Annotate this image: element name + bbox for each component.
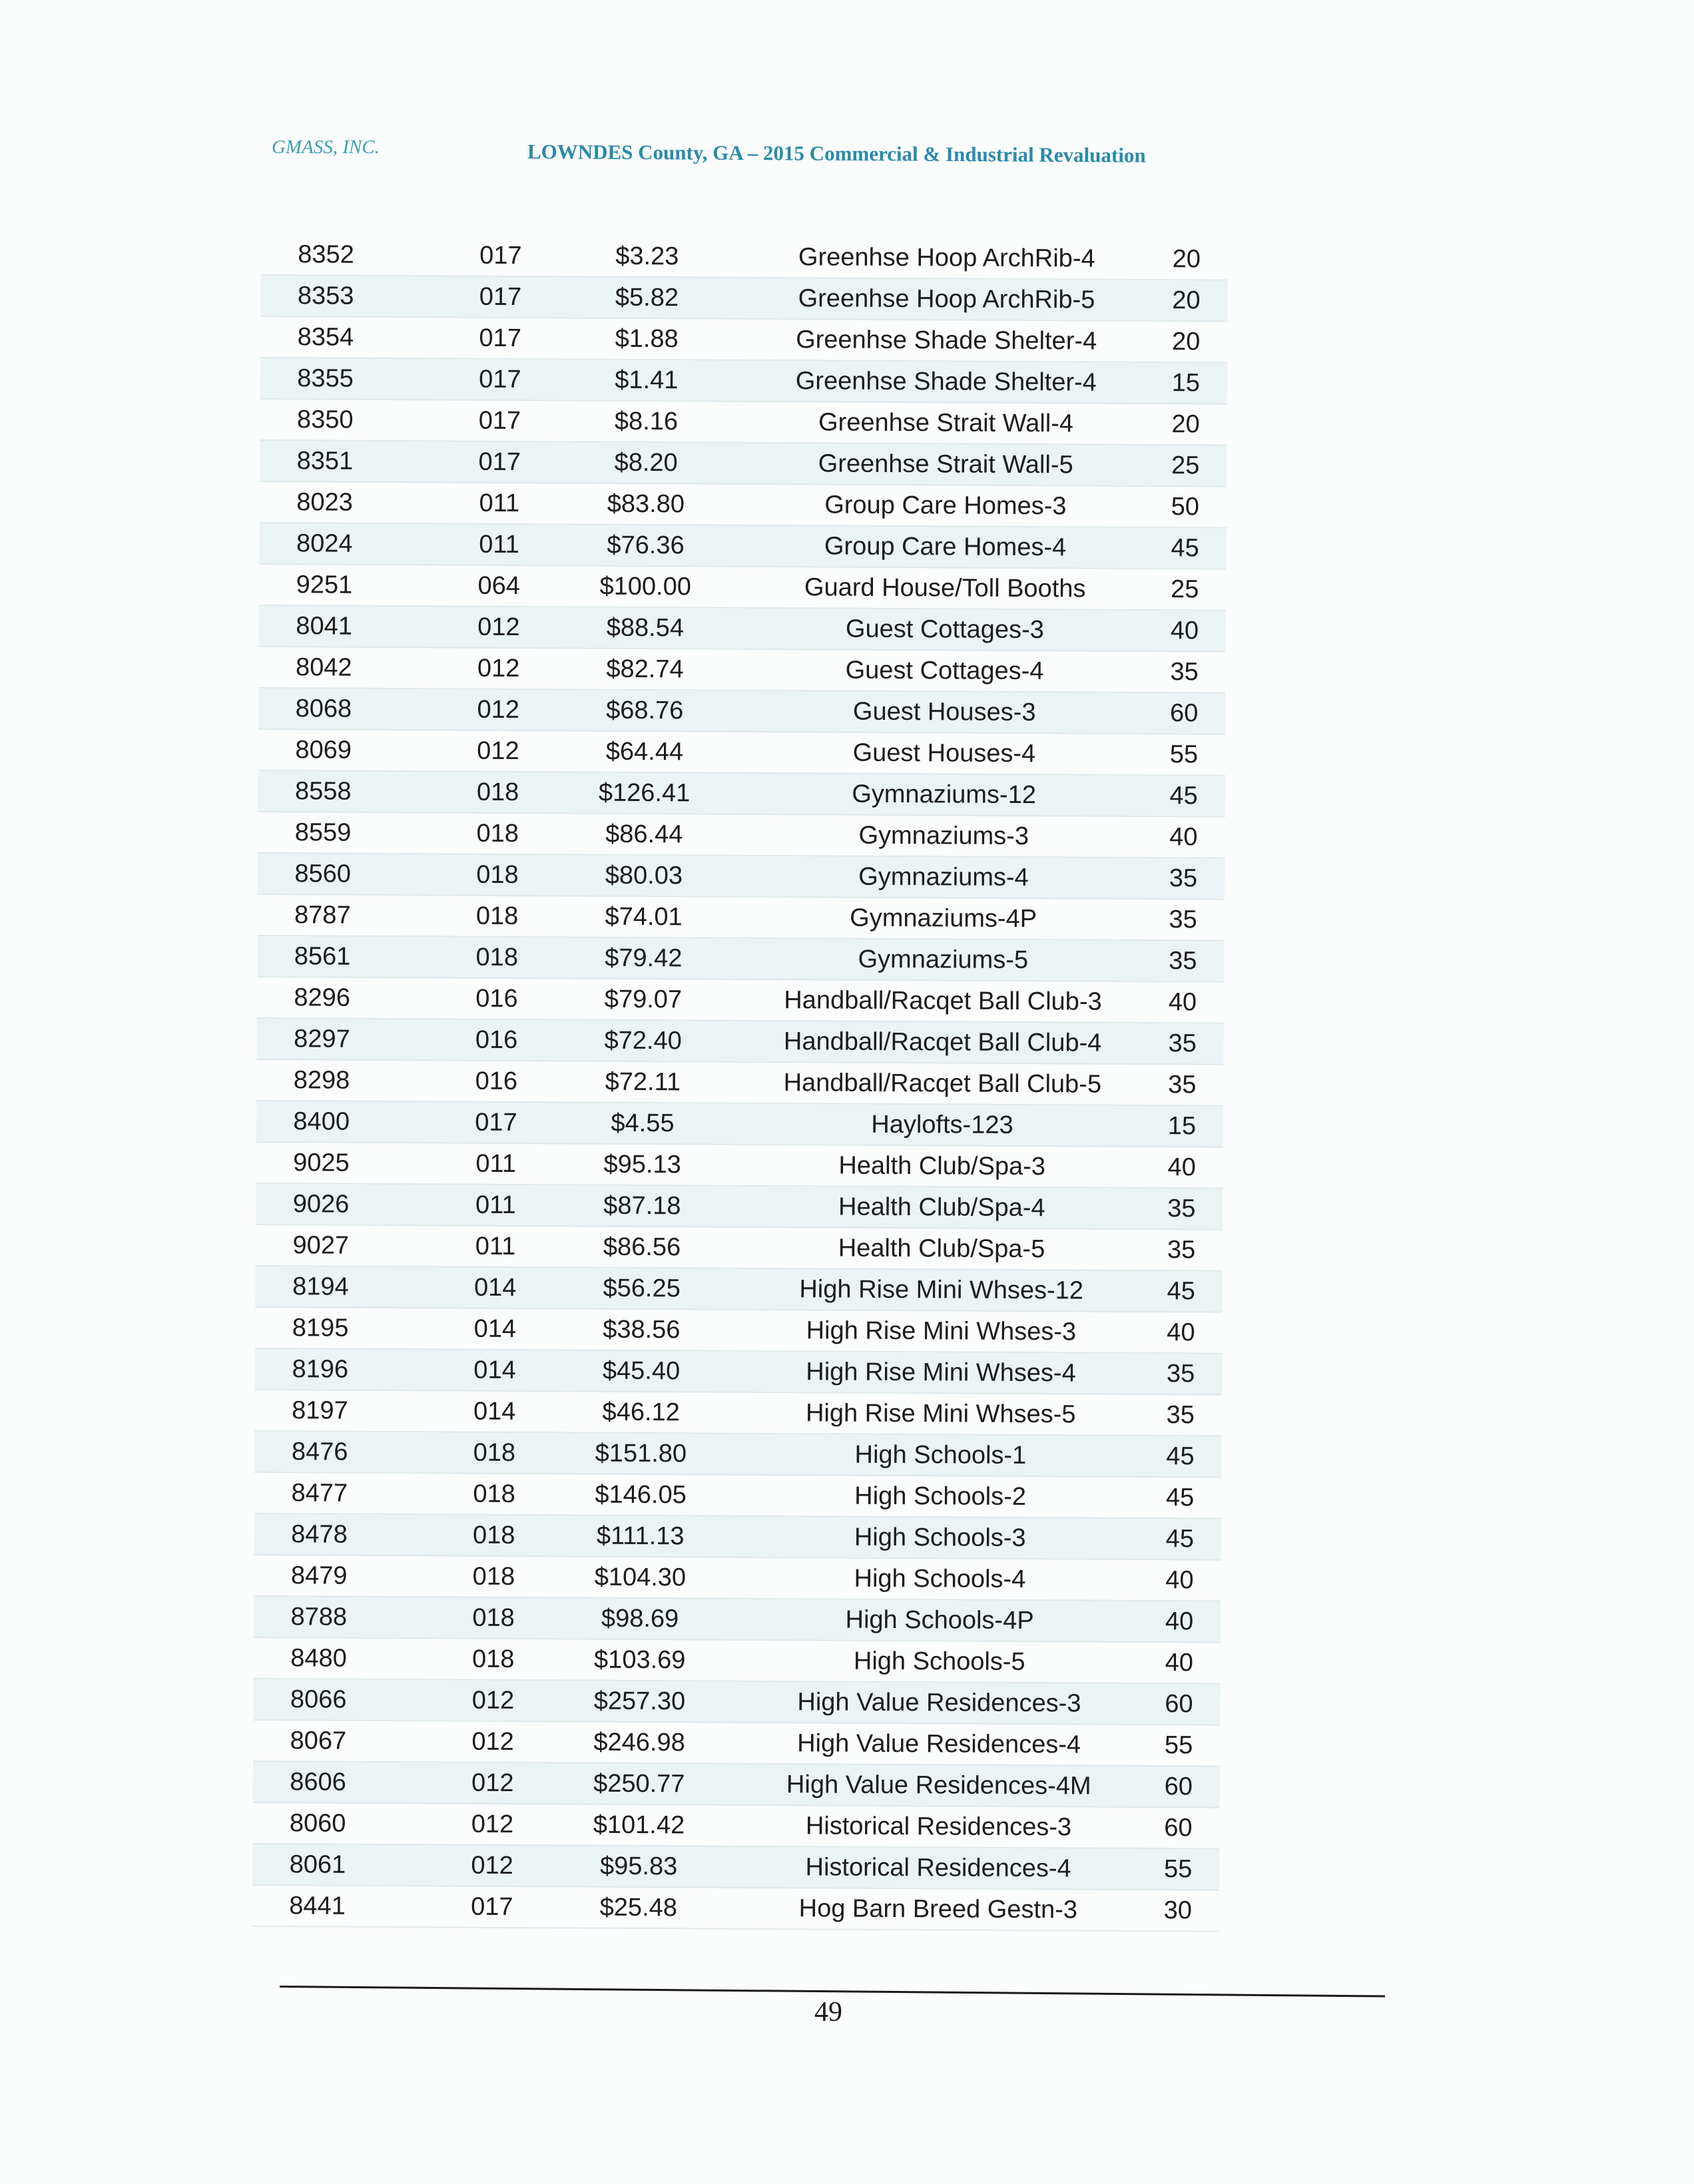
table-row [258, 854, 1225, 900]
cell-cost: $80.03 [605, 861, 683, 890]
cell-code: 8298 [293, 1066, 350, 1095]
cell-life: 40 [1165, 1607, 1194, 1636]
table-row [255, 1390, 1222, 1437]
cell-description: Gymnaziums-12 [852, 780, 1037, 810]
cell-class: 064 [477, 571, 521, 601]
table-row [252, 1803, 1219, 1850]
cell-description: Gymnaziums-4P [850, 904, 1037, 934]
cell-life: 45 [1169, 782, 1198, 810]
cell-class: 017 [479, 282, 522, 312]
cell-class: 016 [475, 984, 518, 1013]
table-row [256, 1060, 1223, 1107]
cell-code: 8196 [292, 1355, 349, 1384]
cell-description: Gymnaziums-5 [858, 945, 1029, 975]
table-row [254, 1555, 1221, 1602]
cell-code: 8560 [294, 860, 352, 888]
cell-class: 017 [479, 241, 522, 270]
cell-description: High Schools-4P [845, 1605, 1034, 1635]
cell-life: 35 [1166, 1360, 1195, 1388]
cell-class: 012 [477, 613, 520, 642]
cell-class: 012 [471, 1810, 514, 1839]
cell-life: 35 [1168, 1029, 1197, 1058]
cell-cost: $104.30 [594, 1563, 687, 1592]
cell-class: 018 [472, 1521, 515, 1550]
table-row [255, 1308, 1222, 1354]
table-row [256, 1143, 1223, 1189]
table-row [258, 730, 1225, 776]
cell-cost: $4.55 [611, 1109, 675, 1138]
cell-cost: $86.56 [603, 1232, 681, 1262]
table-row [257, 1019, 1224, 1065]
cell-cost: $56.25 [603, 1274, 681, 1303]
cell-class: 018 [471, 1645, 515, 1674]
cell-description: High Schools-5 [853, 1647, 1025, 1677]
cell-code: 9025 [293, 1149, 350, 1177]
cell-description: Handball/Racqet Ball Club-3 [784, 986, 1102, 1016]
cell-description: Greenhse Hoop ArchRib-4 [798, 243, 1095, 273]
cell-description: Greenhse Shade Shelter-4 [795, 367, 1097, 397]
table-row [257, 977, 1224, 1024]
cell-class: 011 [475, 1149, 517, 1179]
cell-life: 35 [1170, 658, 1199, 686]
cell-code: 9251 [296, 571, 353, 599]
cell-cost: $1.88 [615, 324, 679, 354]
cell-description: Gymnaziums-3 [858, 821, 1029, 851]
cell-description: High Rise Mini Whses-3 [806, 1316, 1077, 1346]
cell-life: 35 [1166, 1401, 1195, 1430]
document-title: LOWNDES County, GA – 2015 Commercial & Industrial Revaluation [527, 140, 1146, 167]
cell-description: Health Club/Spa-5 [838, 1234, 1045, 1264]
cell-code: 8352 [298, 240, 354, 269]
cell-code: 8479 [290, 1561, 348, 1590]
cell-class: 014 [473, 1273, 517, 1302]
cell-class: 011 [475, 1191, 516, 1220]
cell-life: 55 [1163, 1855, 1193, 1884]
cell-class: 018 [476, 778, 519, 807]
table-row [252, 1844, 1219, 1891]
cell-life: 45 [1165, 1484, 1195, 1512]
cell-cost: $74.01 [605, 902, 683, 932]
cell-code: 8296 [294, 983, 351, 1012]
cell-code: 8480 [290, 1644, 347, 1673]
cell-description: High Value Residences-4 [797, 1729, 1081, 1759]
table-row [256, 1184, 1223, 1230]
cell-code: 8068 [295, 694, 352, 723]
cell-cost: $68.76 [606, 696, 684, 725]
cell-life: 40 [1165, 1566, 1194, 1595]
cell-cost: $83.80 [607, 489, 685, 519]
table-row [256, 1101, 1223, 1148]
table-row [258, 771, 1225, 818]
cell-description: Health Club/Spa-4 [838, 1193, 1045, 1223]
cell-description: Haylofts-123 [871, 1110, 1013, 1139]
cell-code: 8476 [291, 1438, 348, 1466]
cell-life: 40 [1170, 617, 1199, 645]
cell-life: 35 [1169, 906, 1197, 934]
cell-life: 60 [1164, 1773, 1193, 1801]
cell-life: 25 [1170, 575, 1199, 604]
cell-life: 20 [1171, 328, 1201, 356]
cell-life: 25 [1171, 451, 1200, 480]
cell-cost: $1.41 [615, 366, 679, 395]
cell-code: 8197 [292, 1396, 348, 1425]
table-row [253, 1679, 1220, 1726]
cell-life: 40 [1165, 1649, 1194, 1677]
cell-class: 012 [477, 654, 520, 683]
cell-class: 017 [471, 1892, 513, 1922]
cell-life: 40 [1169, 823, 1198, 852]
cell-life: 40 [1167, 1153, 1196, 1182]
cell-class: 018 [475, 902, 519, 931]
cell-cost: $98.69 [601, 1604, 679, 1633]
table-row [260, 482, 1227, 529]
cell-description: High Schools-2 [854, 1482, 1027, 1511]
cell-life: 20 [1172, 245, 1201, 274]
cell-cost: $72.40 [604, 1026, 682, 1055]
cell-life: 45 [1166, 1442, 1195, 1471]
cell-life: 55 [1164, 1731, 1193, 1760]
cell-life: 45 [1167, 1277, 1195, 1306]
cell-code: 8606 [290, 1768, 346, 1796]
cell-description: Greenhse Shade Shelter-4 [796, 326, 1097, 356]
cell-cost: $126.41 [598, 778, 691, 808]
company-name: GMASS, INC. [272, 136, 380, 158]
table-row [254, 1432, 1221, 1478]
cell-code: 8067 [290, 1727, 347, 1755]
cell-description: Hog Barn Breed Gestn-3 [798, 1894, 1078, 1924]
cell-cost: $76.36 [607, 531, 685, 560]
cell-cost: $103.69 [594, 1645, 686, 1675]
cell-cost: $250.77 [593, 1769, 685, 1798]
table-row [259, 606, 1226, 653]
cell-life: 55 [1169, 740, 1199, 769]
cost-table [252, 234, 1228, 1932]
cell-description: Greenhse Hoop ArchRib-5 [798, 284, 1095, 314]
table-row [254, 1473, 1221, 1519]
cell-code: 8354 [297, 323, 354, 352]
cell-class: 012 [477, 736, 519, 766]
cell-description: Greenhse Strait Wall-4 [818, 408, 1074, 438]
cell-class: 012 [471, 1851, 513, 1880]
cell-description: High Schools-3 [854, 1523, 1026, 1553]
cell-cost: $38.56 [603, 1315, 681, 1344]
cell-life: 35 [1169, 947, 1197, 975]
cell-code: 8558 [294, 777, 352, 806]
table-row [256, 1225, 1223, 1272]
cell-description: Gymnaziums-4 [858, 862, 1029, 892]
cell-life: 20 [1172, 286, 1201, 315]
table-row [258, 812, 1225, 859]
table-row [257, 936, 1224, 983]
table-row [260, 441, 1227, 487]
cell-description: High Value Residences-3 [797, 1688, 1081, 1718]
table-row [259, 523, 1226, 570]
cell-description: Handball/Racqet Ball Club-4 [783, 1027, 1102, 1057]
cell-code: 8066 [290, 1685, 347, 1714]
cell-life: 35 [1167, 1195, 1196, 1223]
cell-cost: $86.44 [605, 820, 683, 849]
cell-code: 8400 [293, 1107, 350, 1136]
cell-class: 017 [478, 447, 521, 477]
cell-cost: $25.48 [599, 1893, 678, 1922]
table-row [260, 276, 1227, 322]
cell-description: High Schools-4 [854, 1564, 1026, 1594]
cell-code: 8353 [297, 282, 354, 310]
cell-description: Guest Houses-4 [852, 738, 1036, 768]
cell-cost: $95.13 [603, 1150, 681, 1179]
cell-class: 018 [476, 860, 519, 890]
table-row [260, 358, 1227, 405]
page-number: 49 [814, 1997, 842, 2028]
cell-class: 016 [475, 1025, 518, 1055]
cell-code: 8355 [297, 364, 354, 393]
cell-cost: $87.18 [603, 1191, 681, 1221]
cell-code: 8787 [294, 901, 351, 930]
cell-code: 8023 [296, 488, 354, 517]
cell-code: 8194 [292, 1272, 349, 1301]
cell-class: 014 [473, 1397, 516, 1426]
cell-class: 016 [475, 1067, 518, 1096]
cell-life: 15 [1167, 1112, 1197, 1141]
cell-code: 8477 [291, 1479, 348, 1507]
cell-description: High Rise Mini Whses-4 [806, 1358, 1076, 1388]
table-row [255, 1349, 1222, 1396]
cell-class: 011 [475, 1232, 516, 1261]
cell-cost: $151.80 [595, 1439, 687, 1468]
cell-cost: $64.44 [605, 737, 684, 766]
cell-code: 8478 [291, 1520, 348, 1549]
cell-code: 8561 [294, 942, 351, 971]
cell-class: 018 [473, 1480, 515, 1509]
table-row [259, 565, 1226, 611]
cell-description: Guest Cottages-4 [845, 656, 1044, 686]
cell-code: 8788 [290, 1603, 348, 1631]
cell-class: 017 [475, 1108, 517, 1137]
cell-cost: $46.12 [602, 1398, 680, 1427]
cell-cost: $146.05 [595, 1480, 687, 1509]
cell-class: 011 [479, 530, 519, 559]
cell-code: 8195 [292, 1314, 349, 1342]
cell-class: 018 [472, 1562, 515, 1591]
cell-code: 8559 [294, 818, 352, 847]
cell-class: 014 [473, 1314, 517, 1344]
cell-description: Guest Cottages-3 [845, 615, 1044, 645]
cell-life: 35 [1168, 1071, 1197, 1099]
cell-code: 8041 [296, 612, 353, 641]
cell-description: Guest Houses-3 [852, 697, 1036, 727]
table-row [253, 1721, 1220, 1767]
table-row [254, 1514, 1221, 1561]
cell-cost: $72.11 [605, 1067, 681, 1097]
cell-class: 018 [476, 819, 519, 848]
cell-cost: $100.00 [599, 572, 692, 601]
cell-cost: $79.42 [605, 944, 683, 973]
cell-code: 8060 [289, 1809, 346, 1838]
cell-cost: $111.13 [596, 1521, 685, 1551]
cell-life: 40 [1168, 988, 1197, 1017]
cell-cost: $8.20 [614, 448, 678, 477]
cell-class: 014 [473, 1356, 516, 1385]
table-row [260, 400, 1227, 446]
table-row [261, 234, 1228, 281]
cell-class: 017 [479, 365, 521, 394]
cell-description: High Rise Mini Whses-12 [799, 1275, 1084, 1305]
cell-life: 35 [1169, 864, 1198, 893]
cell-class: 012 [471, 1686, 515, 1715]
cell-life: 45 [1171, 534, 1199, 563]
cell-class: 018 [475, 943, 519, 972]
cell-life: 45 [1165, 1525, 1195, 1553]
cell-class: 017 [478, 406, 521, 435]
cell-cost: $101.42 [593, 1810, 685, 1840]
cell-code: 8061 [289, 1850, 346, 1879]
cell-description: Group Care Homes-4 [824, 532, 1067, 562]
cell-cost: $88.54 [606, 613, 685, 643]
cell-code: 9026 [292, 1190, 350, 1219]
cell-cost: $45.40 [602, 1356, 681, 1386]
cell-life: 60 [1165, 1690, 1193, 1719]
table-row [253, 1762, 1220, 1808]
table-row [256, 1266, 1223, 1313]
cell-class: 011 [479, 489, 520, 518]
cell-cost: $79.07 [604, 985, 683, 1014]
cell-code: 8024 [296, 529, 353, 558]
footer-divider [280, 1986, 1385, 1997]
cell-description: Historical Residences-4 [805, 1853, 1071, 1883]
cell-class: 012 [471, 1727, 514, 1757]
cell-cost: $82.74 [606, 655, 684, 684]
cell-class: 018 [473, 1438, 516, 1468]
cell-cost: $95.83 [599, 1852, 678, 1881]
table-row [258, 647, 1225, 694]
table-row [254, 1638, 1221, 1685]
cell-life: 60 [1170, 699, 1199, 728]
cell-description: High Value Residences-4M [786, 1771, 1091, 1800]
cell-description: Greenhse Strait Wall-5 [818, 449, 1073, 479]
cell-life: 20 [1171, 410, 1200, 439]
table-row [260, 317, 1227, 364]
cell-code: 8351 [296, 447, 354, 475]
cell-cost: $8.16 [614, 407, 679, 436]
table-row [258, 688, 1225, 735]
cell-life: 40 [1167, 1318, 1195, 1347]
table-row [252, 1886, 1219, 1932]
cell-life: 35 [1167, 1236, 1196, 1264]
cell-description: Health Club/Spa-3 [838, 1151, 1046, 1181]
table-row [254, 1597, 1221, 1643]
cell-class: 017 [479, 324, 522, 353]
cell-life: 30 [1163, 1896, 1193, 1925]
cell-code: 8297 [294, 1025, 350, 1053]
table-row [257, 895, 1224, 942]
cell-code: 8042 [295, 653, 352, 682]
cell-cost: $246.98 [593, 1728, 685, 1757]
cell-life: 60 [1164, 1814, 1193, 1842]
cell-code: 8069 [295, 736, 352, 764]
cell-cost: $5.82 [615, 283, 679, 312]
cell-code: 8350 [296, 406, 354, 434]
cell-code: 8441 [289, 1892, 346, 1920]
cell-description: Group Care Homes-3 [824, 491, 1067, 521]
cell-class: 012 [477, 695, 520, 724]
cell-code: 9027 [292, 1231, 350, 1260]
cell-cost: $3.23 [615, 242, 679, 271]
cell-life: 15 [1171, 369, 1201, 398]
cell-description: Historical Residences-3 [805, 1812, 1072, 1842]
cell-description: High Schools-1 [854, 1440, 1027, 1470]
cell-description: Handball/Racqet Ball Club-5 [783, 1069, 1102, 1099]
cell-life: 50 [1171, 493, 1200, 521]
cell-cost: $257.30 [593, 1687, 686, 1716]
cell-description: Guard House/Toll Booths [804, 573, 1086, 603]
cell-class: 018 [472, 1603, 515, 1633]
cell-class: 012 [471, 1769, 514, 1798]
cell-description: High Rise Mini Whses-5 [805, 1399, 1076, 1429]
